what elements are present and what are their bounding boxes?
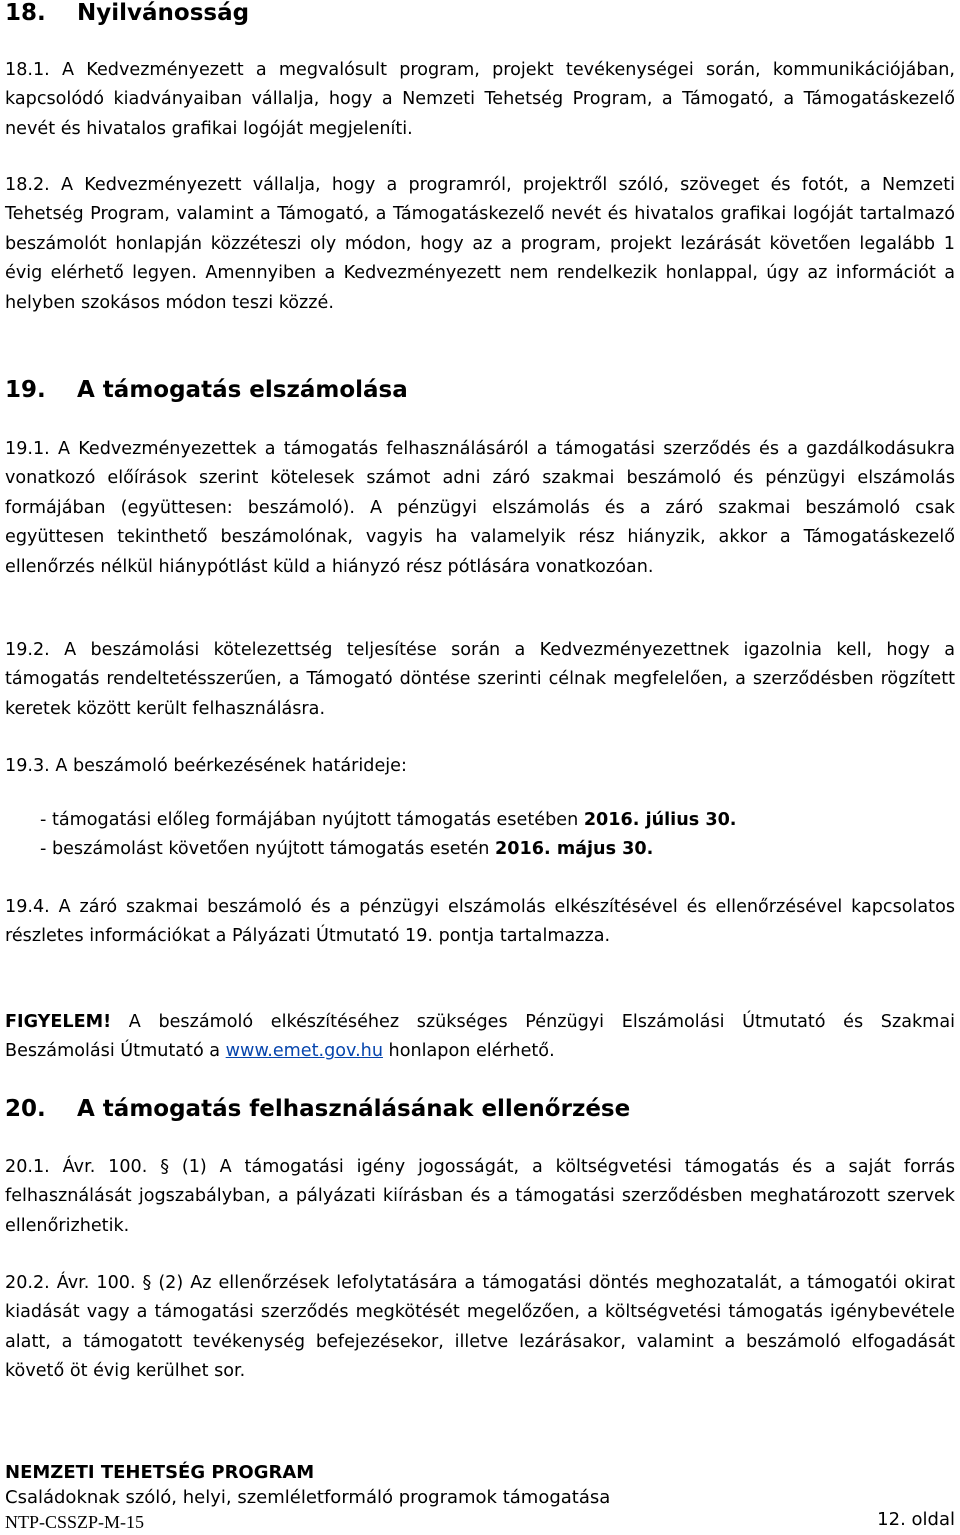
footer-org: NEMZETI TEHETSÉG PROGRAM [5,1462,315,1483]
paragraph-20-2 [5,1269,955,1387]
section-number: 20. [5,1096,46,1122]
paragraph-label: 18.1. [5,60,50,80]
section-title: A támogatás elszámolása [77,377,408,403]
paragraph-label: 20.1. [5,1157,50,1177]
paragraph-label: 19.1. [5,439,50,459]
paragraph-text: Ávr. 100. § (1) A támogatási igény jogosságát, a költségvetési támogatás és a saját forrás felhasználását jogszabályban, a pályázati kiírásban és a támogatási szerződésben meghatározott szervek ellenőrizhetik. [5,1157,955,1236]
paragraph-19-2 [5,636,955,724]
section-title: Nyilvánosság [77,0,250,26]
page-number: 12. oldal [877,1509,955,1530]
deadline-item [40,835,653,864]
section-18-heading [5,0,249,26]
paragraph-label: 19.2. [5,640,50,660]
section-number: 18. [5,0,46,26]
paragraph-18-2 [5,171,955,318]
paragraph-label: 19.3. [5,756,50,776]
notice-label: FIGYELEM! [5,1012,112,1032]
deadline-date: 2016. május 30. [495,839,654,859]
paragraph-text: A Kedvezményezett vállalja, hogy a programról, projektről szóló, szöveget és fotót, a Nemzeti Tehetség Program, valamint a Támogató, a Támogatáskezelő nevét és hivatalos grafikai logóját tartalmazó beszámolót honlapján közzéteszi oly módon, hogy az a program, projekt lezárását követően legalább 1 évig elérhető legyen. Amennyiben a Kedvezményezett nem rendelkezik honlappal, úgy az információt a helyben szokásos módon teszi közzé. [5,175,956,313]
paragraph-text: A beszámolási kötelezettség teljesítése során a Kedvezményezettnek igazolnia kell, hogy a támogatás rendeltetésszerűen, a Támogató döntése szerinti célnak megfelelően, a szerződésben rögzített keretek között került felhasználásra. [5,640,955,719]
paragraph-text: A Kedvezményezett a megvalósult program, projekt tevékenységei során, kommunikációjában, kapcsolódó kiadványaiban vállalja, hogy a Nemzeti Tehetség Program, a Támogató, a Támogatáskezelő nevét és hivatalos grafikai logóját megjeleníti. [5,60,956,139]
paragraph-text: A beszámoló beérkezésének határideje: [55,756,407,776]
deadline-item [40,806,737,835]
notice-text-end: honlapon elérhető. [382,1041,555,1062]
paragraph-label: 20.2. [5,1273,50,1293]
notice-paragraph [5,1008,955,1067]
paragraph-text: Ávr. 100. § (2) Az ellenőrzések lefolytatására a támogatási döntés meghozatalát, a támogatói okirat kiadását vagy a támogatási szerződés megkötését megelőzően, a költségvetési támogatás igénybevétele alatt, a támogatott tevékenység befejezésekor, illetve lezárásakor, valamint a beszámoló elfogadását követő öt évig kerülhet sor. [5,1273,955,1382]
footer-code: NTP-CSSZP-M-15 [5,1512,145,1532]
notice-text: A beszámoló elkészítéséhez szükséges Pénzügyi Elszámolási Útmutató és Szakmai Beszámolási Útmutató a [5,1012,955,1062]
footer-subtitle: Családoknak szóló, helyi, szemléletformáló programok támogatása [5,1487,611,1508]
section-title: A támogatás felhasználásának ellenőrzése [77,1096,631,1122]
paragraph-label: 19.4. [5,897,50,917]
paragraph-19-4 [5,893,955,952]
deadline-text: - beszámolást követően nyújtott támogatás esetén [40,839,496,859]
section-19-heading [5,377,408,403]
paragraph-text: A Kedvezményezettek a támogatás felhasználásáról a támogatási szerződés és a gazdálkodásukra vonatkozó előírások szerint kötelesek számot adni záró szakmai beszámoló és pénzügyi elszámolás formájában (együttesen: beszámoló). A pénzügyi elszámolás és a záró szakmai beszámoló csak együttesen tekinthető beszámolónak, vagyis ha valamelyik rész hiányzik, akkor a Támogatáskezelő ellenőrzés nélkül hiánypótlást küld a hiányzó rész pótlására vonatkozóan. [5,439,955,577]
deadline-date: 2016. július 30. [583,810,737,830]
paragraph-19-1 [5,435,955,582]
emet-website-link[interactable]: www.emet.gov.hu [225,1041,383,1062]
section-20-heading [5,1096,630,1122]
paragraph-text: A záró szakmai beszámoló és a pénzügyi elszámolás elkészítésével és ellenőrzésével kapcsolatos részletes információkat a Pályázati Útmutató 19. pontja tartalmazza. [5,897,956,947]
deadline-text: - támogatási előleg formájában nyújtott támogatás esetében [40,810,584,830]
paragraph-18-1 [5,56,955,144]
paragraph-label: 18.2. [5,175,50,195]
paragraph-20-1 [5,1153,955,1241]
paragraph-19-3 [5,752,955,781]
section-number: 19. [5,377,46,403]
page-footer [5,1460,610,1535]
